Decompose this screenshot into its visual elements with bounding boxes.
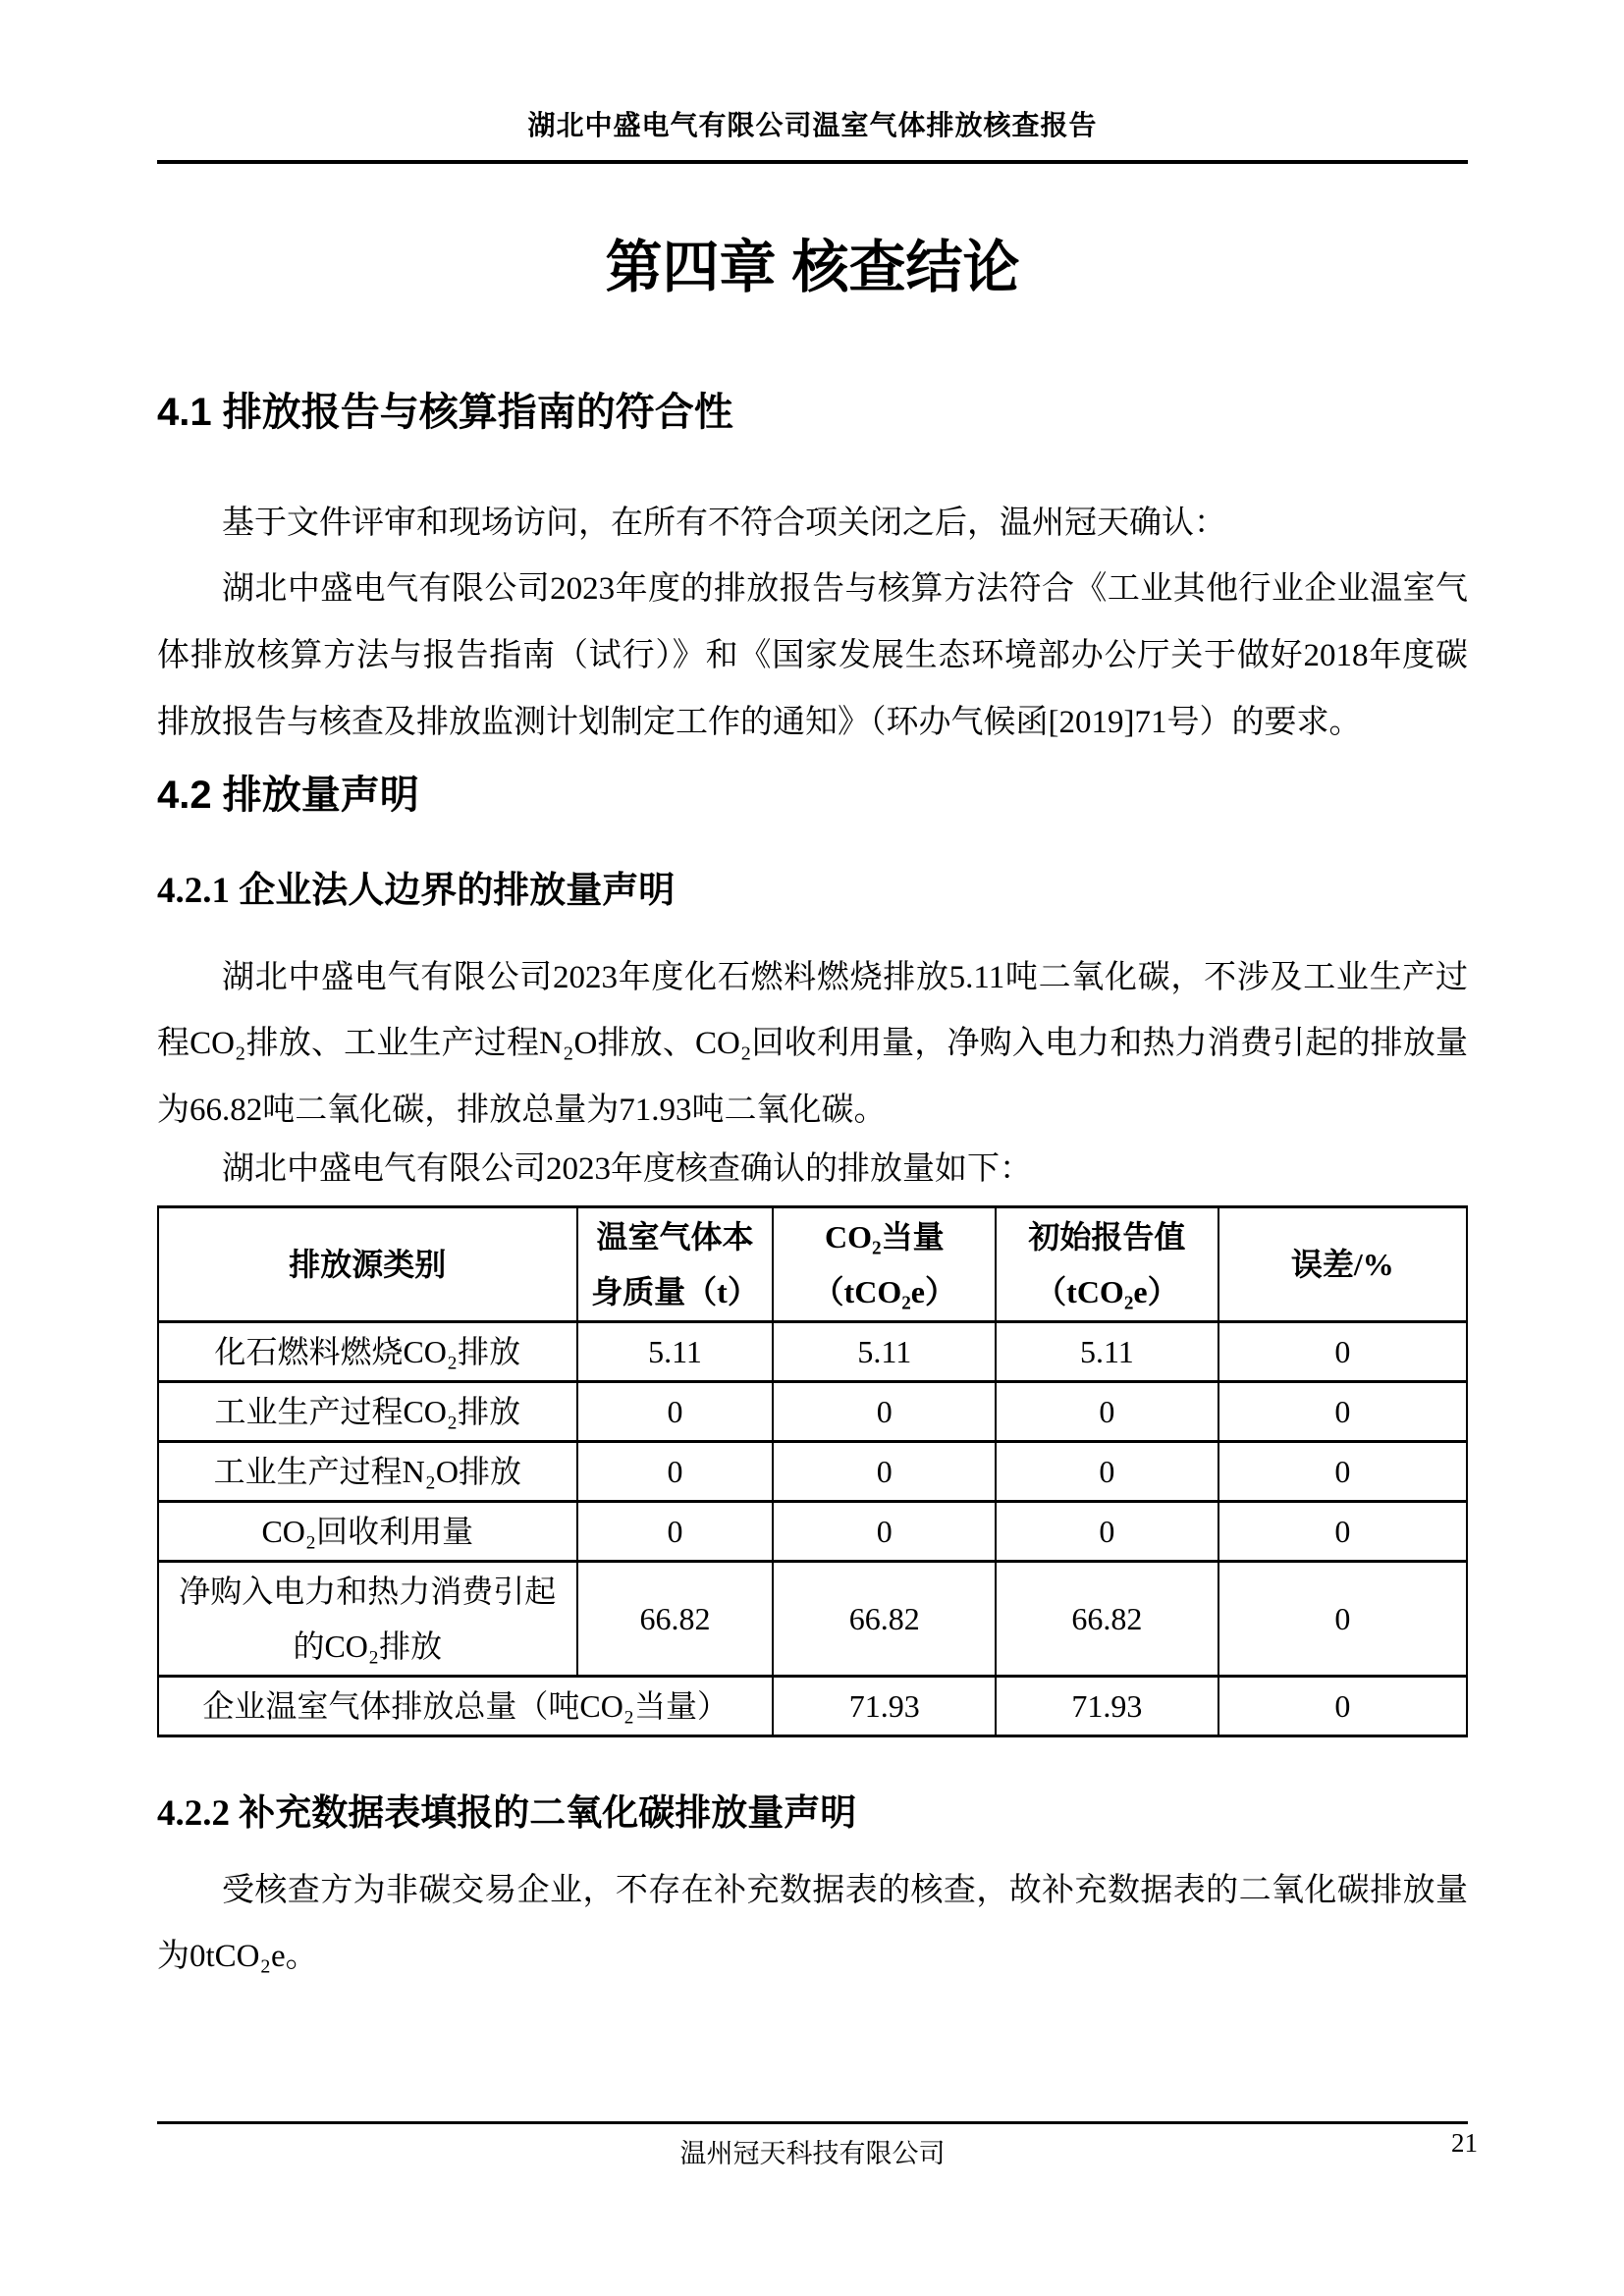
- paragraph: 湖北中盛电气有限公司2023年度的排放报告与核算方法符合《工业其他行业企业温室气体排放核算方法与报告指南（试行）》和《国家发展生态环境部办公厅关于做好2018年度碳排放报告与核查及排放监测计划制定工作的通知》（环办气候函[2019]71号）的要求。: [157, 571, 1468, 740]
- table-header-co2e: CO₂当量（tCO₂e）: [773, 1207, 996, 1322]
- section-heading-4-2: 4.2 排放量声明: [157, 774, 419, 818]
- table-row-total: [158, 1677, 1467, 1736]
- cell-co2e: 0: [773, 1502, 996, 1562]
- cell-co2e: 0: [773, 1382, 996, 1442]
- cell-mass: 5.11: [577, 1322, 774, 1382]
- cell-error: 0: [1218, 1322, 1467, 1382]
- cell-initial: 0: [996, 1382, 1218, 1442]
- table-row: [158, 1502, 1467, 1562]
- cell-co2e: 5.11: [773, 1322, 996, 1382]
- paragraph: 湖北中盛电气有限公司2023年度化石燃料燃烧排放5.11吨二氧化碳，不涉及工业生产过程CO₂排放、工业生产过程N₂O排放、CO₂回收利用量，净购入电力和热力消费引起的排放量为66.82吨二氧化碳，排放总量为71.93吨二氧化碳。: [157, 959, 1468, 1128]
- cell-initial: 0: [996, 1502, 1218, 1562]
- paragraph: 受核查方为非碳交易企业，不存在补充数据表的核查，故补充数据表的二氧化碳排放量为0tCO₂e。: [157, 1872, 1468, 1975]
- cell-initial: 0: [996, 1442, 1218, 1502]
- cell-mass: 0: [577, 1502, 774, 1562]
- paragraph: 湖北中盛电气有限公司2023年度核查确认的排放量如下：: [222, 1151, 1032, 1188]
- cell-source: 工业生产过程N₂O排放: [158, 1442, 577, 1502]
- cell-co2e: 71.93: [773, 1677, 996, 1736]
- table-header-mass: 温室气体本身质量（t）: [577, 1207, 774, 1322]
- emissions-table: [157, 1205, 1468, 1737]
- cell-error: 0: [1218, 1382, 1467, 1442]
- table-header-error: 误差/%: [1218, 1207, 1467, 1322]
- cell-source: 工业生产过程CO₂排放: [158, 1382, 577, 1442]
- table-row: [158, 1382, 1467, 1442]
- cell-initial: 71.93: [996, 1677, 1218, 1736]
- section-heading-4-2-2: 4.2.2 补充数据表填报的二氧化碳排放量声明: [157, 1793, 857, 1835]
- table-row: [158, 1562, 1467, 1677]
- cell-source-total: 企业温室气体排放总量（吨CO₂当量）: [158, 1677, 773, 1736]
- cell-error: 0: [1218, 1442, 1467, 1502]
- cell-error: 0: [1218, 1677, 1467, 1736]
- cell-co2e: 66.82: [773, 1562, 996, 1677]
- cell-source: 化石燃料燃烧CO₂排放: [158, 1322, 577, 1382]
- cell-initial: 5.11: [996, 1322, 1218, 1382]
- table-header-initial: 初始报告值（tCO₂e）: [996, 1207, 1218, 1322]
- table-header-source: 排放源类别: [158, 1207, 577, 1322]
- table-row: [158, 1322, 1467, 1382]
- running-header-title: 湖北中盛电气有限公司温室气体排放核查报告: [527, 111, 1098, 141]
- table-row: [158, 1442, 1467, 1502]
- cell-source: 净购入电力和热力消费引起的CO₂排放: [158, 1562, 577, 1677]
- section-heading-4-1: 4.1 排放报告与核算指南的符合性: [157, 390, 733, 434]
- section-4-1-body: [157, 491, 1468, 757]
- cell-mass: 0: [577, 1382, 774, 1442]
- chapter-title: 第四章 核查结论: [605, 236, 1020, 299]
- paragraph: 基于文件评审和现场访问，在所有不符合项关闭之后，温州冠天确认：: [222, 505, 1226, 541]
- page-content: [157, 0, 1468, 1991]
- cell-co2e: 0: [773, 1442, 996, 1502]
- cell-error: 0: [1218, 1562, 1467, 1677]
- cell-mass: 0: [577, 1442, 774, 1502]
- cell-mass: 66.82: [577, 1562, 774, 1677]
- cell-initial: 66.82: [996, 1562, 1218, 1677]
- footer-rule: [157, 2121, 1468, 2124]
- section-heading-4-2-1: 4.2.1 企业法人边界的排放量声明: [157, 871, 676, 912]
- page-number: 21: [1451, 2128, 1478, 2158]
- footer-company: 温州冠天科技有限公司: [679, 2139, 946, 2168]
- table-header-row: [158, 1207, 1467, 1322]
- cell-error: 0: [1218, 1502, 1467, 1562]
- cell-source: CO₂回收利用量: [158, 1502, 577, 1562]
